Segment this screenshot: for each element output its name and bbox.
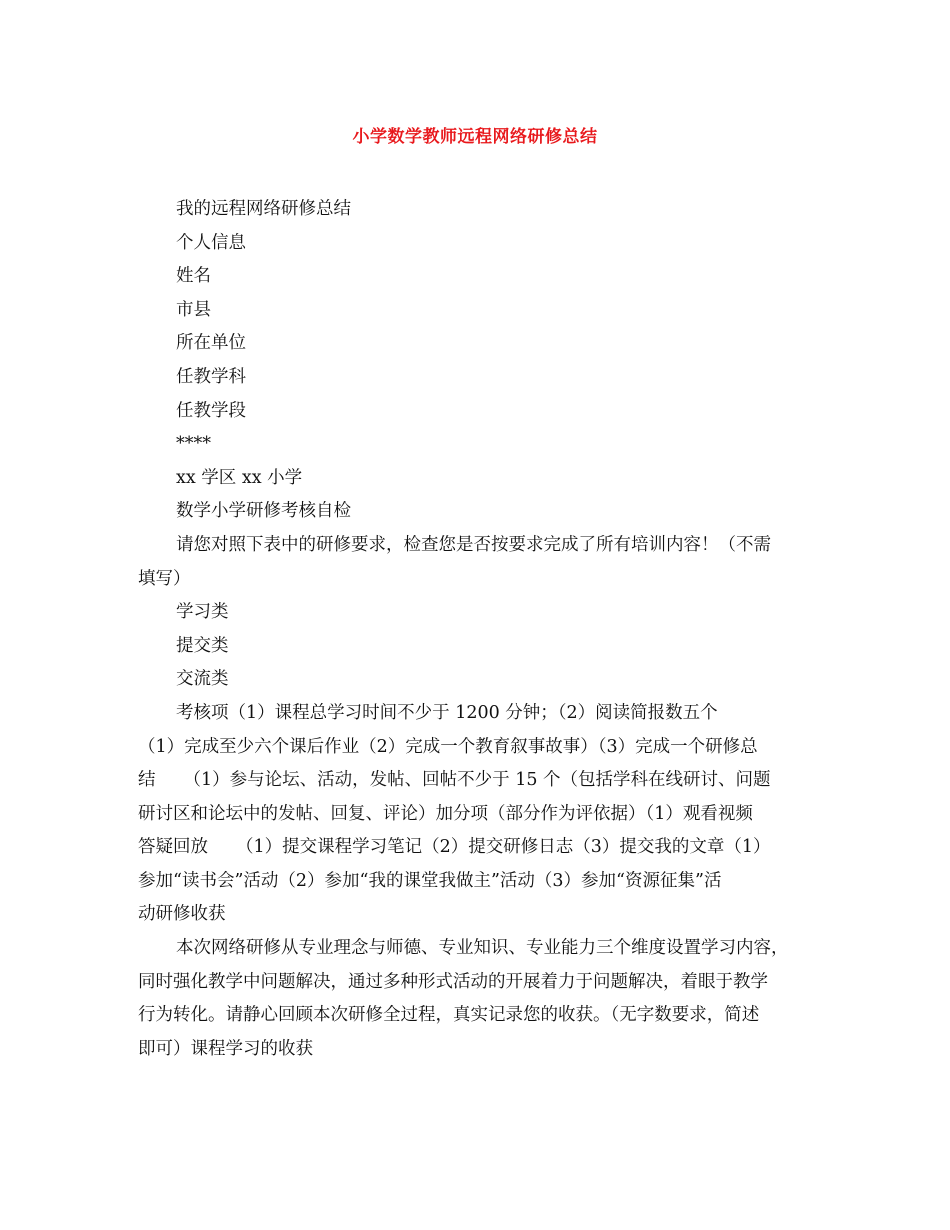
summary-heading: 我的远程网络研修总结 (176, 199, 351, 219)
self-check-heading: 数学小学研修考核自检 (176, 501, 351, 522)
assessment-items-line5 (138, 831, 818, 865)
assessment-items-line3 (138, 764, 818, 798)
masked-name-value: **** (176, 434, 211, 455)
reflection-paragraph-line3: 行为转化。请静心回顾本次研修全过程，真实记录您的收获。（无字数要求，简述 (138, 1005, 760, 1026)
name-label: 姓名 (176, 266, 211, 287)
reflection-paragraph-line4: 即可）课程学习的收获 (138, 1038, 313, 1059)
school-value: xx 学区 xx 小学 (176, 467, 303, 488)
reflection-paragraph-line1: 本次网络研修从专业理念与师德、专业知识、专业能力三个维度设置学习内容， (176, 938, 789, 959)
assessment-items-line3-text: （1）参与论坛、活动，发帖、回帖不少于 15 个（包括学科在线研讨、问题 (183, 770, 771, 791)
workplace-label: 所在单位 (176, 333, 246, 354)
assessment-items-line3-prefix: 结 (138, 770, 156, 791)
assessment-items-line5-text: （1）提交课程学习笔记（2）提交研修日志（3）提交我的文章（1） (236, 837, 771, 858)
assessment-items-line5-prefix: 答疑回放 (138, 837, 208, 858)
instruction-paragraph-line1: 请您对照下表中的研修要求，检查您是否按要求完成了所有培训内容！（不需 (176, 534, 771, 555)
personal-info-label: 个人信息 (176, 232, 246, 253)
category-exchange: 交流类 (176, 669, 229, 690)
assessment-items-line1: 考核项（1）课程总学习时间不少于 1200 分钟；（2）阅读简报数五个 (176, 702, 718, 723)
document-body (138, 193, 818, 1066)
assessment-items-line2: （1）完成至少六个课后作业（2）完成一个教育叙事故事）（3）完成一个研修总 (138, 736, 758, 757)
teaching-subject-label: 任教学科 (176, 366, 246, 387)
instruction-paragraph-line2: 填写） (138, 568, 191, 589)
assessment-items-line4: 研讨区和论坛中的发帖、回复、评论）加分项（部分作为评依据）（1）观看视频 (138, 803, 753, 824)
teaching-level-label: 任教学段 (176, 400, 246, 421)
category-study: 学习类 (176, 602, 229, 623)
city-county-label: 市县 (176, 299, 211, 320)
assessment-items-line7: 动研修收获 (138, 904, 226, 925)
reflection-paragraph-line2: 同时强化教学中问题解决，通过多种形式活动的开展着力于问题解决，着眼于教学 (138, 971, 768, 992)
assessment-items-line6: 参加“读书会”活动（2）参加“我的课堂我做主”活动（3）参加“资源征集”活 (138, 870, 722, 891)
document-title: 小学数学教师远程网络研修总结 (352, 127, 598, 147)
category-submission: 提交类 (176, 635, 229, 656)
